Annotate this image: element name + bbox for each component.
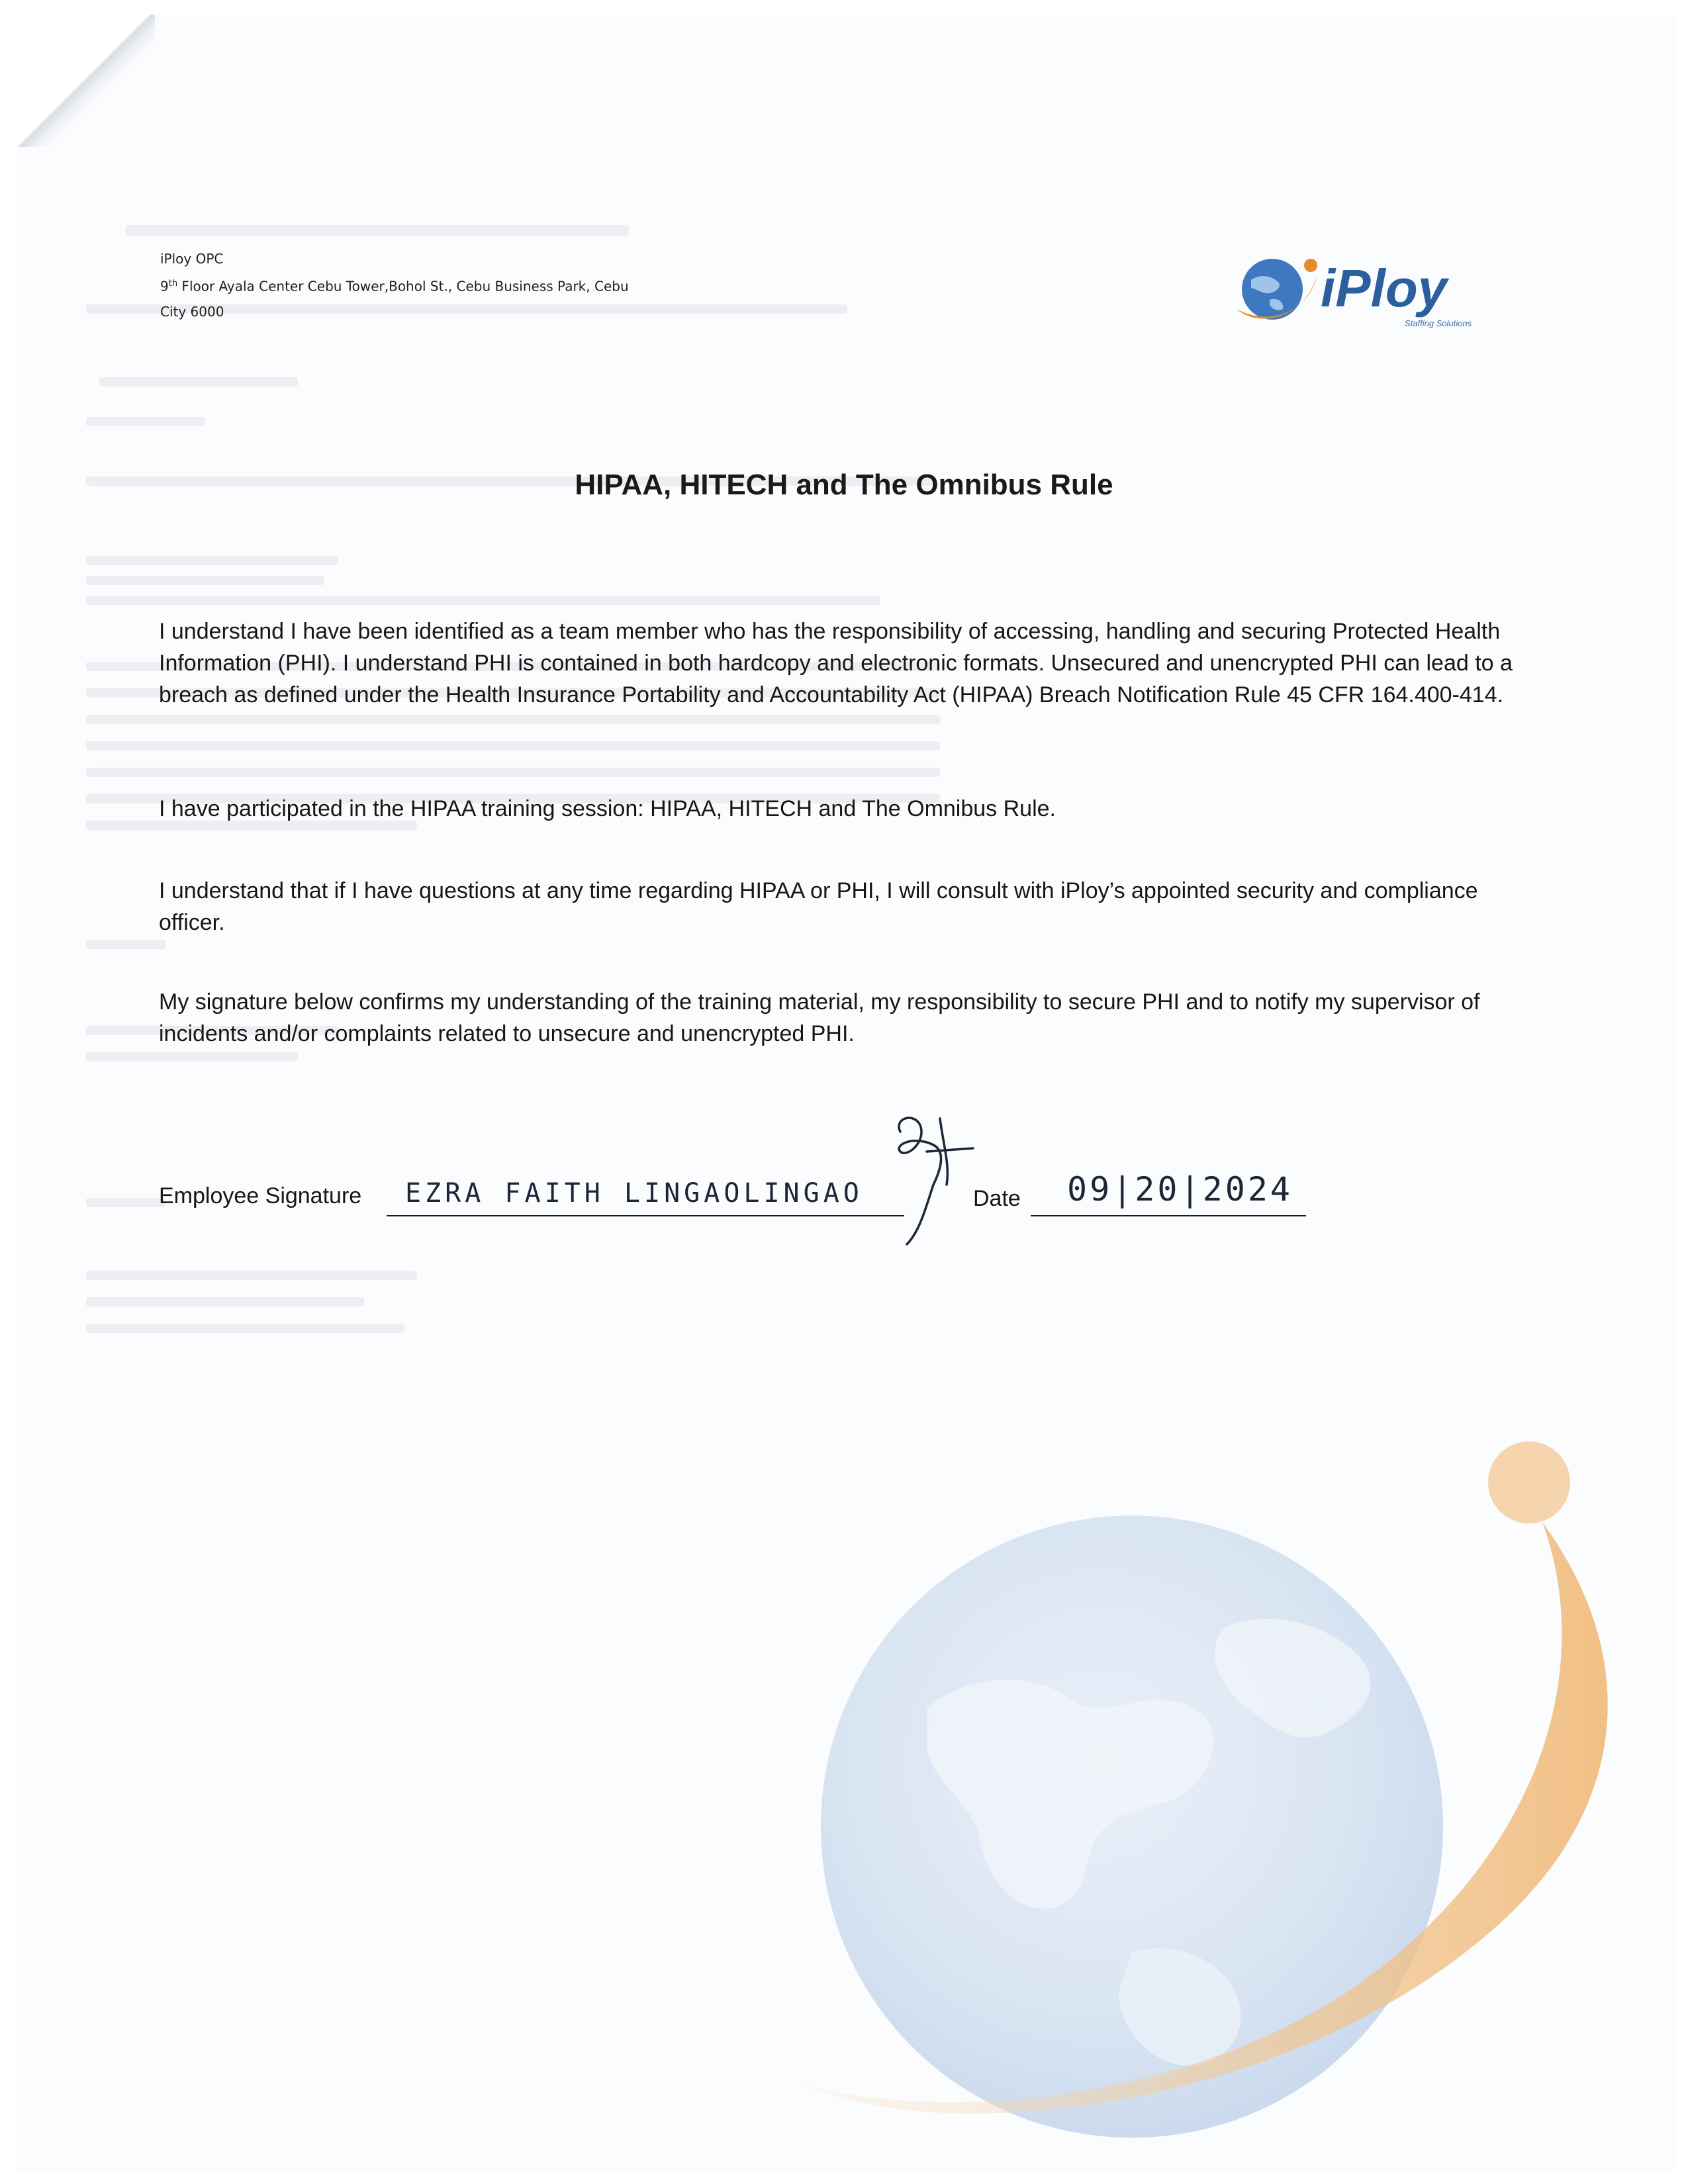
address-street: Floor Ayala Center Cebu Tower,Bohol St., Cebu Business Park, Cebu	[177, 278, 629, 295]
logo-tagline: Staffing Solutions	[1405, 318, 1472, 328]
handwritten-signature	[861, 1105, 1019, 1264]
address-floor-suffix: th	[168, 279, 178, 289]
folded-corner	[16, 15, 155, 147]
scan-border-left	[0, 0, 16, 2184]
paragraph-phi-responsibility: I understand I have been identified as a team member who has the responsibility of accessing, handling and securing Protected Health Information (PHI). I understand PHI is contained in both hardcopy and electronic formats. Unsecured and unencrypted PHI can lead to a breach as defined under the Health Insurance Portability and Accountability Act (HIPAA) Breach Notification Rule 45 CFR 164.400-414.	[159, 619, 1513, 707]
globe-watermark-icon	[761, 1390, 1688, 2184]
employee-signature-label: Employee Signature	[159, 1183, 362, 1208]
paragraph-compliance-officer: I understand that if I have questions at any time regarding HIPAA or PHI, I will consult with iPloy’s appointed security and compliance officer.	[159, 878, 1478, 935]
address-line-1	[160, 271, 756, 299]
scan-border-top	[0, 0, 1688, 15]
employee-name-handwritten: EZRA FAITH LINGAOLINGAO	[405, 1178, 863, 1208]
iploy-logo	[1231, 248, 1489, 334]
address-line-2: City 6000	[160, 303, 224, 320]
paragraph-signature-confirmation: My signature below confirms my understanding of the training material, my responsibility to secure PHI and to notify my supervisor of incidents and/or complaints related to unsecure and unencrypted PHI.	[159, 989, 1480, 1046]
scan-border-bottom	[0, 2171, 1688, 2184]
logo-wordmark: iPloy	[1321, 259, 1448, 318]
company-name: iPloy OPC	[160, 251, 224, 267]
globe-logo-icon	[1237, 259, 1317, 320]
signature-row	[159, 1165, 1536, 1244]
date-label: Date	[973, 1186, 1021, 1211]
address-floor-number: 9	[160, 278, 169, 295]
paragraph-training-participation: I have participated in the HIPAA training session: HIPAA, HITECH and The Omnibus Rule.	[159, 796, 1056, 821]
company-address-block	[160, 246, 756, 324]
signature-line	[387, 1215, 904, 1216]
document-title: HIPAA, HITECH and The Omnibus Rule	[575, 469, 1113, 501]
date-line	[1031, 1215, 1306, 1216]
date-handwritten: 09|20|2024	[1067, 1170, 1293, 1208]
scan-border-right	[1676, 0, 1688, 2184]
